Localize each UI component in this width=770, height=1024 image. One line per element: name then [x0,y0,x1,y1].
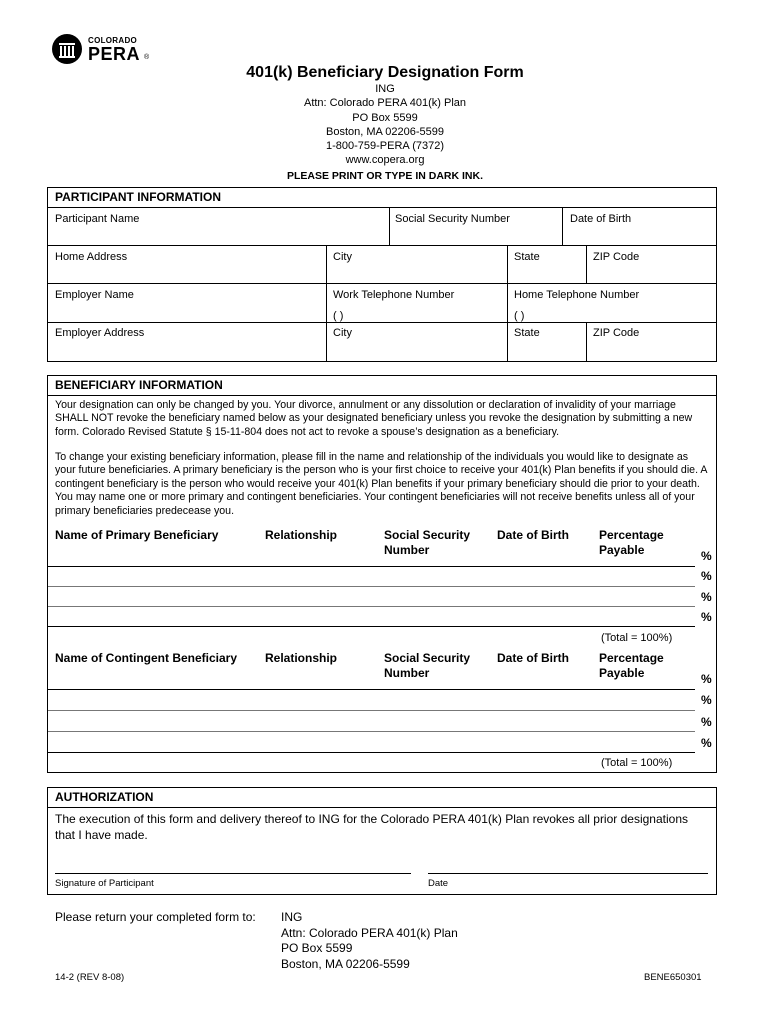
print-instruction: PLEASE PRINT OR TYPE IN DARK INK. [286,170,484,182]
date-line [428,873,708,874]
signature-label: Signature of Participant [55,878,154,889]
city2-label: City [333,327,352,339]
city-label: City [333,251,352,263]
address-line: Attn: Colorado PERA 401(k) Plan [303,97,467,110]
contingent-dob-header: Date of Birth [497,651,569,665]
address-line: www.copera.org [345,154,425,167]
return-address-line: Boston, MA 02206-5599 [281,956,410,971]
participant-heading: PARTICIPANT INFORMATION [48,188,716,208]
beneficiary-section [47,375,717,773]
beneficiary-paragraph-2: To change your existing beneficiary information, please fill in the name and relationship of the individuals you would like to designate as your future beneficiaries. A primary beneficiary is the person who is your first choice to receive your 401(k) Plan benefits if you should die. A contingent beneficiary is the person who would receive your 401(k) Plan benefits if your primary beneficiary should die prior to your death. You may name one or more primary and contingent beneficiaries. Your contingent beneficiaries will not receive benefits unless all of your primary beneficiaries predecease you. [55,451,707,517]
address-line: 1-800-759-PERA (7372) [325,140,444,153]
logo-registered-mark: ® [144,54,150,61]
return-address-line: Attn: Colorado PERA 401(k) Plan [281,925,458,940]
state2-label: State [514,327,540,339]
primary-relationship-header: Relationship [265,528,338,542]
address-line: PO Box 5599 [352,111,418,124]
header-address [0,82,770,168]
ssn-label: Social Security Number [395,213,510,225]
work-phone-label: Work Telephone Number [333,289,455,301]
primary-percentage-header: Percentage Payable [599,528,664,557]
primary-total: (Total = 100%) [601,632,673,644]
dob-label: Date of Birth [570,213,632,225]
participant-name-label: Participant Name [55,213,140,225]
home-phone-area-code: ( ) [514,310,525,322]
logo-pera-text: PERA [88,44,141,64]
home-address-label: Home Address [55,251,128,263]
primary-percent-3: % [701,590,712,604]
return-instruction: Please return your completed form to: [55,910,256,924]
state-label: State [514,251,540,263]
employer-address-label: Employer Address [55,327,145,339]
contingent-percentage-header: Percentage Payable [599,651,664,680]
primary-ssn-header: Social Security Number [384,528,471,557]
zip-label: ZIP Code [593,251,640,263]
authorization-text: The execution of this form and delivery thereof to ING for the Colorado PERA 401(k) Plan revokes all prior designations that I have made. [55,812,688,842]
contingent-beneficiary-name-header: Name of Contingent Beneficiary [55,651,238,665]
authorization-section [47,787,717,895]
address-line: Boston, MA 02206-5599 [325,125,445,138]
contingent-percent-2: % [701,693,712,707]
return-address [281,910,458,972]
participant-section [47,187,717,362]
contingent-total: (Total = 100%) [601,757,673,769]
address-line: ING [375,83,395,95]
contingent-percent-1: % [701,672,712,686]
beneficiary-heading: BENEFICIARY INFORMATION [48,376,716,396]
primary-beneficiary-name-header: Name of Primary Beneficiary [55,528,219,542]
pera-emblem-icon [52,34,82,64]
contingent-percent-3: % [701,715,712,729]
work-phone-area-code: ( ) [333,310,344,322]
form-revision: 14-2 (REV 8-08) [55,972,125,983]
authorization-heading: AUTHORIZATION [48,788,716,808]
contingent-relationship-header: Relationship [265,651,338,665]
beneficiary-paragraph-1: Your designation can only be changed by you. Your divorce, annulment or any dissolution or declaration of invalidity of your marriage SHALL NOT revoke the beneficiary named below as your designated beneficiary unless you revoke the designation by submitting a new form. Colorado Revised Statute § 15-11-804 does not act to revoke a spouse’s designation as a beneficiary. [55,399,693,438]
contingent-ssn-header: Social Security Number [384,651,471,680]
home-phone-label: Home Telephone Number [514,289,640,301]
form-code: BENE650301 [644,972,702,983]
zip2-label: ZIP Code [593,327,640,339]
date-label: Date [428,878,449,889]
primary-percent-1: % [701,549,712,563]
employer-name-label: Employer Name [55,289,134,301]
primary-percent-2: % [701,569,712,583]
contingent-percent-4: % [701,736,712,750]
form-title: 401(k) Beneficiary Designation Form [246,64,524,81]
logo-colorado-text: COLORADO [88,36,138,45]
return-address-line: ING [281,910,303,924]
colorado-pera-logo [52,34,152,68]
primary-dob-header: Date of Birth [497,528,569,542]
return-address-line: PO Box 5599 [281,941,353,955]
primary-percent-4: % [701,610,712,624]
signature-line [55,873,411,874]
